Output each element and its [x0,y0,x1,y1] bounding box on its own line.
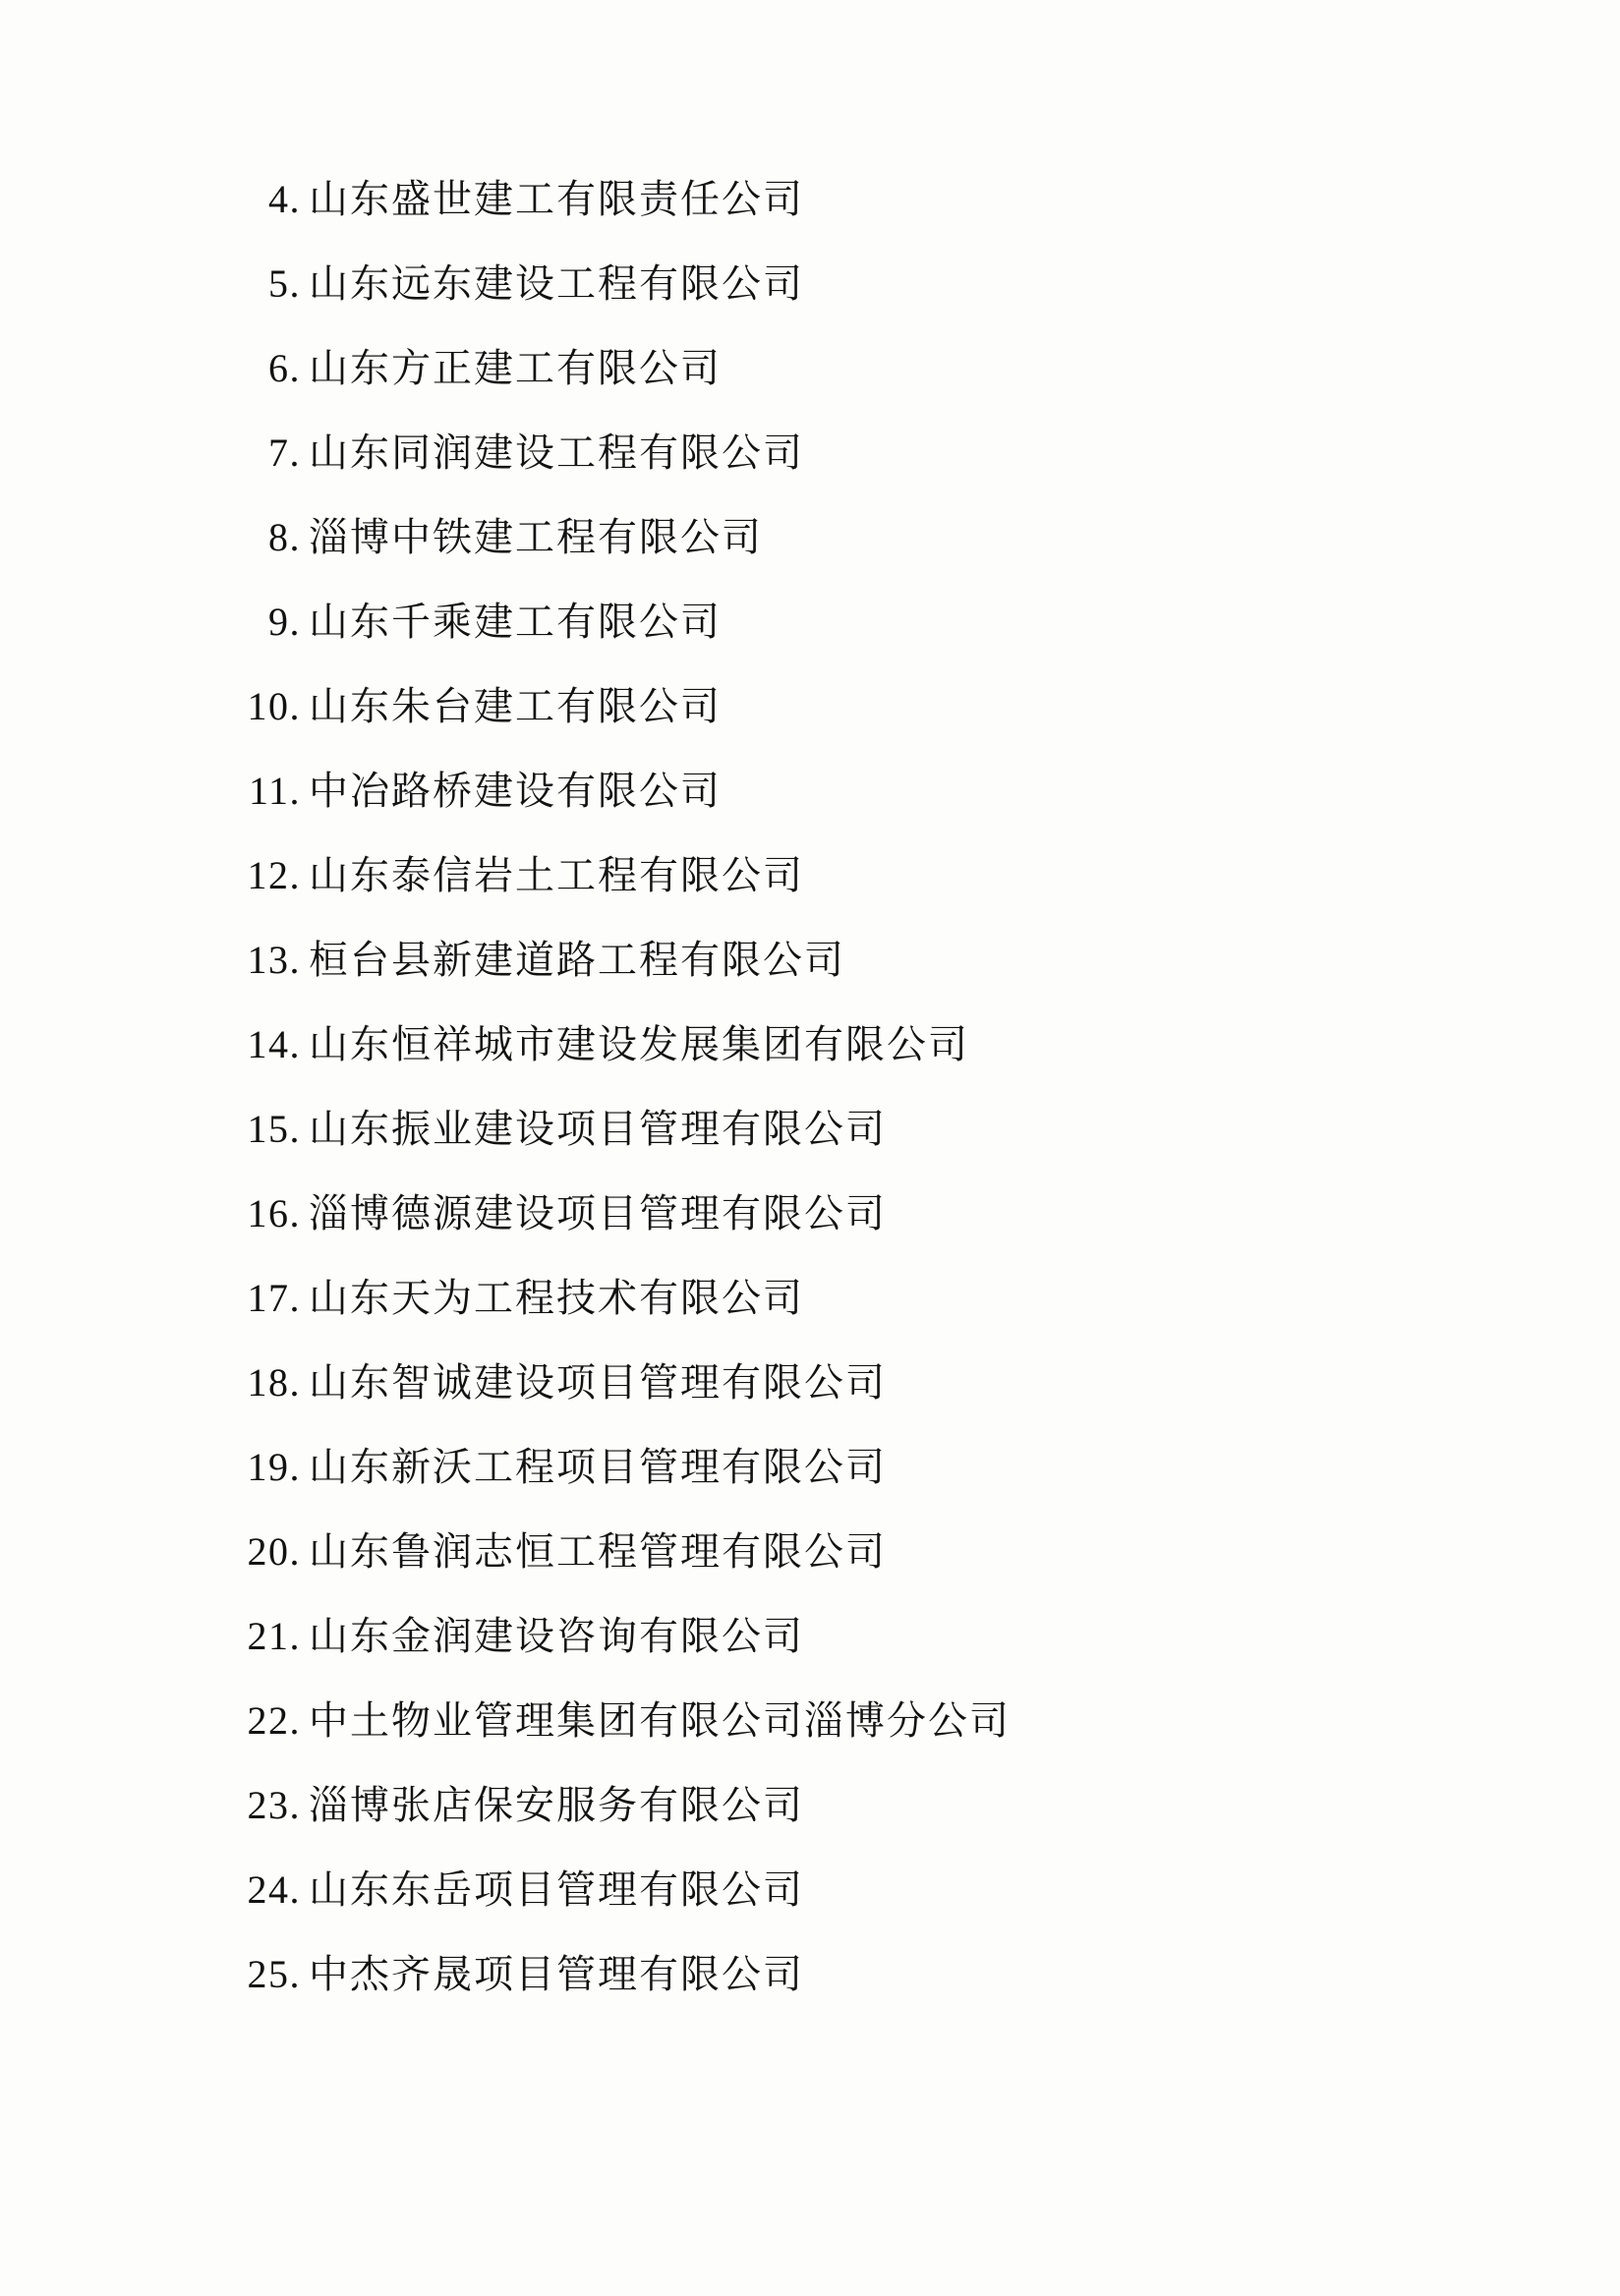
list-item-label: 山东同润建设工程有限公司 [309,430,804,476]
list-item [226,1763,1406,1848]
list-item-number: 4. [268,177,301,221]
list-item-number: 14. [247,1022,301,1066]
list-item-number: 9. [268,600,301,644]
list-item [226,918,1406,1003]
list-item-label: 山东盛世建工有限责任公司 [309,177,804,222]
list-item-number: 10. [247,684,301,728]
list-item [226,1003,1406,1087]
list-item-label: 山东东岳项目管理有限公司 [309,1867,804,1913]
list-item [226,1256,1406,1341]
list-item-label: 山东金润建设咨询有限公司 [309,1614,804,1659]
list-item [226,157,1406,242]
list-item-number: 21. [247,1614,301,1658]
list-item [226,1341,1406,1425]
list-item-label: 山东振业建设项目管理有限公司 [309,1107,887,1152]
list-item-label: 淄博德源建设项目管理有限公司 [309,1191,887,1236]
list-item [226,411,1406,495]
list-item [226,1679,1406,1763]
list-item-number: 7. [268,430,301,475]
list-item-number: 6. [268,346,301,390]
list-item-label: 山东天为工程技术有限公司 [309,1276,804,1321]
list-item [226,833,1406,918]
list-item [226,1172,1406,1256]
list-item-number: 5. [268,261,301,306]
list-item [226,580,1406,664]
list-item [226,1425,1406,1510]
list-item-label: 淄博中铁建工程有限公司 [309,515,763,560]
list-item-label: 山东泰信岩土工程有限公司 [309,853,804,898]
list-item-number: 16. [247,1191,301,1235]
list-item-number: 13. [247,938,301,982]
list-item-number: 23. [247,1783,301,1827]
list-item-label: 山东智诚建设项目管理有限公司 [309,1360,887,1406]
list-item [226,495,1406,580]
list-item-label: 山东千乘建工有限公司 [309,600,722,645]
list-item [226,749,1406,833]
list-item-number: 20. [247,1529,301,1574]
list-item [226,326,1406,411]
list-item-label: 淄博张店保安服务有限公司 [309,1783,804,1828]
list-item [226,1932,1406,2017]
list-item [226,242,1406,326]
list-item-label: 山东鲁润志恒工程管理有限公司 [309,1529,887,1575]
list-item [226,1510,1406,1594]
list-item-label: 山东方正建工有限公司 [309,346,722,391]
list-item [226,1594,1406,1679]
list-item-number: 22. [247,1698,301,1743]
list-item-number: 11. [248,769,301,813]
list-item-number: 18. [247,1360,301,1405]
list-item-label: 山东朱台建工有限公司 [309,684,722,729]
list-item-number: 25. [247,1952,301,1996]
list-item-label: 桓台县新建道路工程有限公司 [309,938,845,983]
list-item-number: 15. [247,1107,301,1151]
list-item-number: 24. [247,1867,301,1912]
list-item-number: 19. [247,1445,301,1489]
list-item [226,664,1406,749]
list-item-label: 中冶路桥建设有限公司 [309,769,722,814]
list-item-label: 山东远东建设工程有限公司 [309,261,804,307]
list-item-label: 山东恒祥城市建设发展集团有限公司 [309,1022,969,1067]
list-item-number: 12. [247,853,301,897]
company-list [226,157,1406,2017]
list-item-number: 17. [247,1276,301,1320]
list-item [226,1087,1406,1172]
list-item-number: 8. [268,515,301,559]
list-item-label: 山东新沃工程项目管理有限公司 [309,1445,887,1490]
list-item-label: 中土物业管理集团有限公司淄博分公司 [309,1698,1011,1744]
list-item-label: 中杰齐晟项目管理有限公司 [309,1952,804,1997]
list-item [226,1848,1406,1932]
